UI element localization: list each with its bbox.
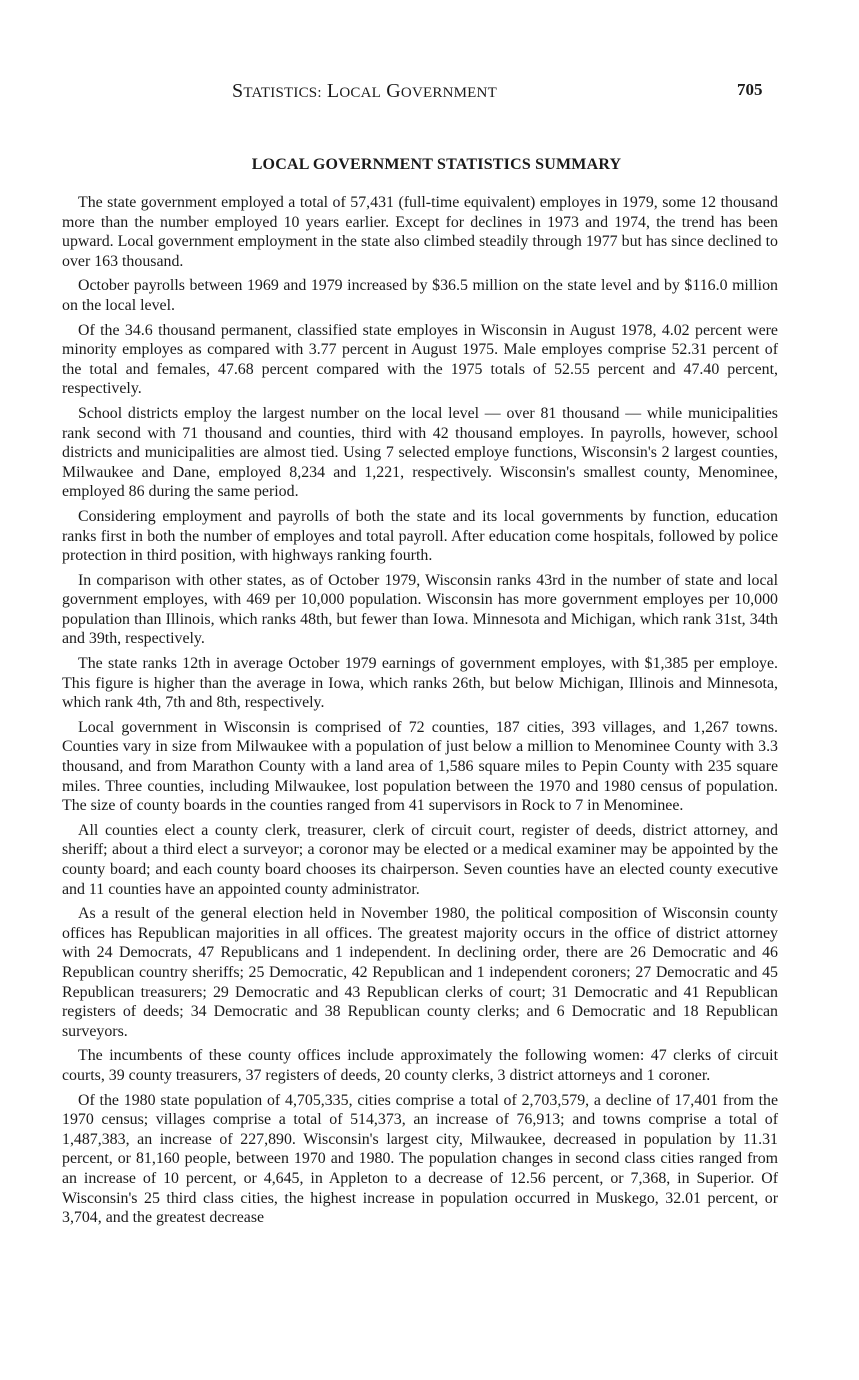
paragraph-school-districts: School districts employ the largest number on the local level — over 81 thousand — while municipalities rank second with 71 thousand and counties, third with 42 thousand employes. In payrolls, however, school districts and municipalities are almost tied. Using 7 selected employe functions, Wisconsin's 2 largest counties, Milwaukee and Dane, employed 8,234 and 1,221, respectively. Wisconsin's smallest county, Menominee, employed 86 during the same period. xyxy=(62,404,778,501)
page-number: 705 xyxy=(737,80,763,99)
running-header xyxy=(0,80,859,104)
section-title: LOCAL GOVERNMENT STATISTICS SUMMARY xyxy=(251,156,622,173)
paragraph-local-government: Local government in Wisconsin is comprised of 72 counties, 187 cities, 393 villages, and 1,267 towns. Counties vary in size from Milwaukee with a population of just below a million to Menominee County with 3.3 thousand, and from Marathon County with a land area of 1,586 square miles to Pepin County with 235 square miles. Three counties, including Milwaukee, lost population between the 1970 and 1980 census of population. The size of county boards in the counties ranged from 41 supervisors in Rock to 7 in Menominee. xyxy=(62,718,778,815)
running-title: STATISTICS: LOCAL GOVERNMENT xyxy=(232,80,497,102)
paragraph-state-comparison: In comparison with other states, as of October 1979, Wisconsin ranks 43rd in the number of state and local government employes, with 469 per 10,000 population. Wisconsin has more government employes per 10,000 population than Illinois, which ranks 48th, but fewer than Iowa. Minnesota and Michigan, which rank 31st, 34th and 39th, respectively. xyxy=(62,571,778,648)
paragraph-women-incumbents: The incumbents of these county offices include approximately the following women: 47 clerks of circuit courts, 39 county treasurers, 37 registers of deeds, 20 county clerks, 3 district attorneys and 1 coroner. xyxy=(62,1047,778,1084)
paragraph-minority-employes: Of the 34.6 thousand permanent, classified state employes in Wisconsin in August 1978, 4.02 percent were minority employes as compared with 3.77 percent in August 1975. Male employes comprise 52.31 percent of the total and females, 47.68 percent compared with the 1975 totals of 52.55 percent and 47.40 percent, respectively. xyxy=(62,321,778,398)
paragraph-county-officers: All counties elect a county clerk, treasurer, clerk of circuit court, register of deeds, district attorney, and sheriff; about a third elect a surveyor; a coronor may be elected or a medical examiner may be appointed by the county board; and each county board chooses its chairperson. Seven counties have an elected county executive and 11 counties have an appointed county administrator. xyxy=(62,821,778,898)
paragraph-political-composition: As a result of the general election held in November 1980, the political composition of Wisconsin county offices has Republican majorities in all offices. The greatest majority occurs in the office of district attorney with 24 Democrats, 47 Republicans and 1 independent. In declining order, there are 26 Democratic and 46 Republican country sheriffs; 25 Democratic, 42 Republican and 1 independent coroners; 27 Democratic and 45 Republican treasurers; 29 Democratic and 43 Republican clerks of court; 31 Democratic and 41 Republican registers of deeds; 34 Democratic and 38 Republican county clerks; and 6 Democratic and 18 Republican surveyors. xyxy=(62,905,778,1040)
body-text xyxy=(62,193,778,1233)
paragraph-payrolls: October payrolls between 1969 and 1979 increased by $36.5 million on the state level and by $116.0 million on the local level. xyxy=(62,277,778,314)
paragraph-earnings: The state ranks 12th in average October 1979 earnings of government employes, with $1,385 per employe. This figure is higher than the average in Iowa, which ranks 26th, but below Michigan, Illinois and Minnesota, which rank 4th, 7th and 8th, respectively. xyxy=(62,655,778,712)
paragraph-functions: Considering employment and payrolls of both the state and its local governments by function, education ranks first in both the number of employes and total payroll. After education come hospitals, followed by police protection in third position, with highways ranking fourth. xyxy=(62,507,778,565)
paragraph-population: Of the 1980 state population of 4,705,335, cities comprise a total of 2,703,579, a decline of 17,401 from the 1970 census; villages comprise a total of 514,373, an increase of 76,913; and towns comprise a total of 1,487,383, an increase of 227,890. Wisconsin's largest city, Milwaukee, decreased in population by 11.31 percent, or 81,160 people, between 1970 and 1980. The population changes in second class cities ranged from an increase of 10 percent, or 4,645, in Appleton to a decrease of 12.56 percent, or 7,368, in Superior. Of Wisconsin's 25 third class cities, the highest increase in population occurred in Muskego, 32.01 percent, or 3,704, and the greatest decrease xyxy=(62,1091,778,1227)
paragraph-employment: The state government employed a total of 57,431 (full-time equivalent) employes in 1979, some 12 thousand more than the number employed 10 years earlier. Except for declines in 1973 and 1974, the trend has been upward. Local government employment in the state also climbed steadily through 1977 but has since declined to over 163 thousand. xyxy=(62,194,778,270)
